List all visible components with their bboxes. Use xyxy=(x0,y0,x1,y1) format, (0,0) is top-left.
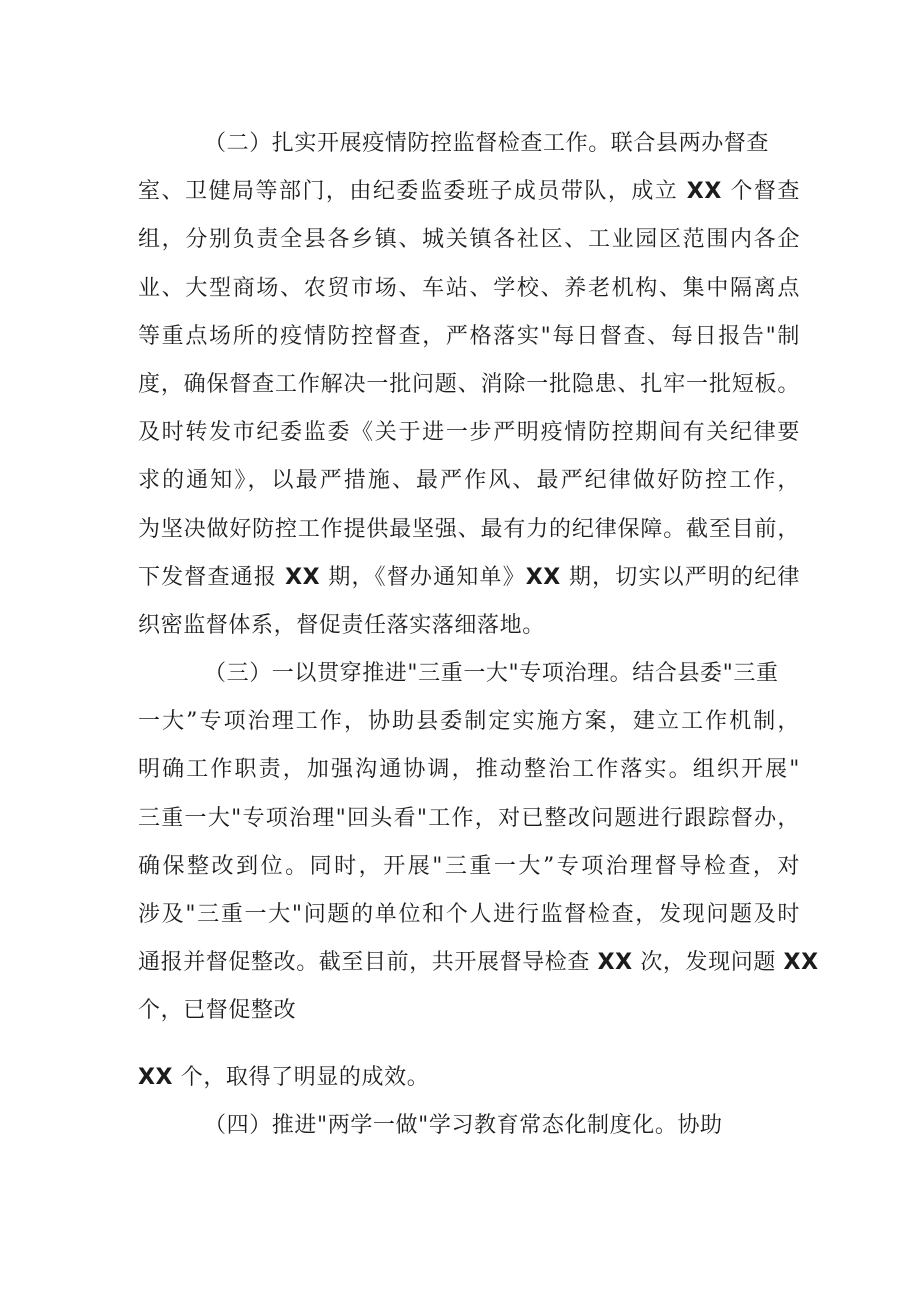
text-line: 涉及"三重一大"问题的单位和个人进行监督检查，发现问题及时 xyxy=(138,902,800,927)
text-line: 明确工作职责，加强沟通协调，推动整治工作落实。组织开展" xyxy=(138,757,800,783)
text-line: 个，已督促整改 xyxy=(138,998,297,1024)
text-line: 组，分别负责全县各乡镇、城关镇各社区、工业园区范围内各企 xyxy=(138,227,800,253)
text-line: 及时转发市纪委监委《关于进一步严明疫情防控期间有关纪律要 xyxy=(138,420,800,446)
paragraph-3-continued xyxy=(138,1054,800,1102)
text-line: 业、大型商场、农贸市场、车站、学校、养老机构、集中隔离点 xyxy=(138,275,800,301)
text-line: 求的通知》，以最严措施、最严作风、最严纪律做好防控工作， xyxy=(138,468,800,494)
text-line: 确保整改到位。同时，开展"三重一大”专项治理督导检查，对 xyxy=(138,853,800,879)
text-line: 一大”专项治理工作，协助县委制定实施方案，建立工作机制， xyxy=(138,709,800,735)
text-line: 室、卫健局等部门，由纪委监委班子成员带队，成立 XX 个督查 xyxy=(138,179,800,205)
text-line: 下发督查通报 XX 期，《督办通知单》XX 期，切实以严明的纪律 xyxy=(138,564,800,590)
text-line: 等重点场所的疫情防控督查，严格落实"每日督查、每日报告"制 xyxy=(138,323,800,349)
paragraph-3 xyxy=(138,650,819,1036)
paragraph-4 xyxy=(138,1102,800,1150)
text-line: 通报并督促整改。截至目前，共开展督导检查 XX 次，发现问题 XX xyxy=(138,950,819,976)
text-line: 度，确保督查工作解决一批问题、消除一批隐患、扎牢一批短板。 xyxy=(138,371,800,397)
text-line: 织密监督体系，督促责任落实落细落地。 xyxy=(138,612,545,638)
text-line: （三）一以贯穿推进"三重一大"专项治理。结合县委"三重 xyxy=(204,661,779,687)
paragraph-gap xyxy=(138,1036,800,1054)
text-line: （二）扎实开展疫情防控监督检查工作。联合县两办督查 xyxy=(204,131,770,156)
text-line: （四）推进"两学一做"学习教育常态化制度化。协助 xyxy=(204,1112,723,1138)
paragraph-2 xyxy=(138,120,800,650)
text-line: 为坚决做好防控工作提供最坚强、最有力的纪律保障。截至目前， xyxy=(138,516,800,542)
document-body xyxy=(138,120,819,1150)
text-line: 三重一大"专项治理"回头看"工作，对已整改问题进行跟踪督办， xyxy=(138,805,800,831)
text-line: XX 个，取得了明显的成效。 xyxy=(138,1064,430,1090)
